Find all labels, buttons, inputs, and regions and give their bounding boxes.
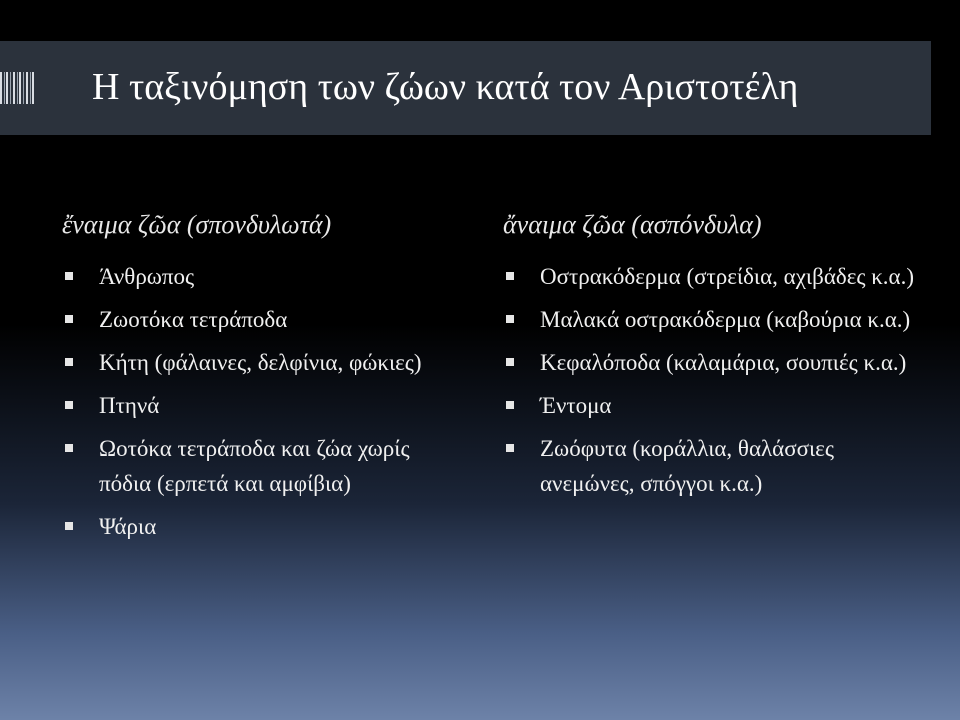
list-item [62,388,452,423]
list-item [503,302,923,337]
list-item [62,431,452,501]
list-item-text: Οστρακόδερμα (στρείδια, αχιβάδες κ.α.) [540,264,915,289]
list-item-text: Μαλακά οστρακόδερμα (καβούρια κ.α.) [540,307,911,332]
list-item-text: Ζωόφυτα (κοράλλια, θαλάσσιες ανεμώνες, σπόγγοι κ.α.) [540,436,834,496]
right-bullet-list [503,259,923,501]
square-bullet-icon [506,401,514,409]
left-column-heading: ἔναιμα ζῶα (σπονδυλωτά) [62,210,332,239]
right-column-heading: ἄναιμα ζῶα (ασπόνδυλα) [503,210,762,239]
square-bullet-icon [506,315,514,323]
square-bullet-icon [506,444,514,452]
square-bullet-icon [506,358,514,366]
title-stripes-decoration [0,72,34,104]
list-item [503,388,923,423]
square-bullet-icon [65,401,73,409]
list-item [62,345,452,380]
list-item [503,431,923,501]
title-bar [0,41,931,135]
left-column [62,205,452,552]
list-item-text: Ζωοτόκα τετράποδα [99,307,288,332]
list-item-text: Κήτη (φάλαινες, δελφίνια, φώκιες) [99,350,422,375]
square-bullet-icon [65,522,73,530]
list-item [62,509,452,544]
square-bullet-icon [506,272,514,280]
right-column [503,205,923,509]
list-item-text: Έντομα [540,393,612,418]
square-bullet-icon [65,444,73,452]
left-bullet-list [62,259,452,544]
list-item-text: Κεφαλόποδα (καλαμάρια, σουπιές κ.α.) [540,350,907,375]
square-bullet-icon [65,358,73,366]
list-item [62,302,452,337]
list-item-text: Πτηνά [99,393,160,418]
list-item-text: Ωοτόκα τετράποδα και ζώα χωρίς πόδια (ερπετά και αμφίβια) [99,436,410,496]
list-item [503,259,923,294]
list-item [62,259,452,294]
square-bullet-icon [65,272,73,280]
list-item-text: Ψάρια [99,514,157,539]
square-bullet-icon [65,315,73,323]
list-item-text: Άνθρωπος [99,264,195,289]
list-item [503,345,923,380]
slide-title: Η ταξινόμηση των ζώων κατά τον Αριστοτέλη [92,66,799,108]
